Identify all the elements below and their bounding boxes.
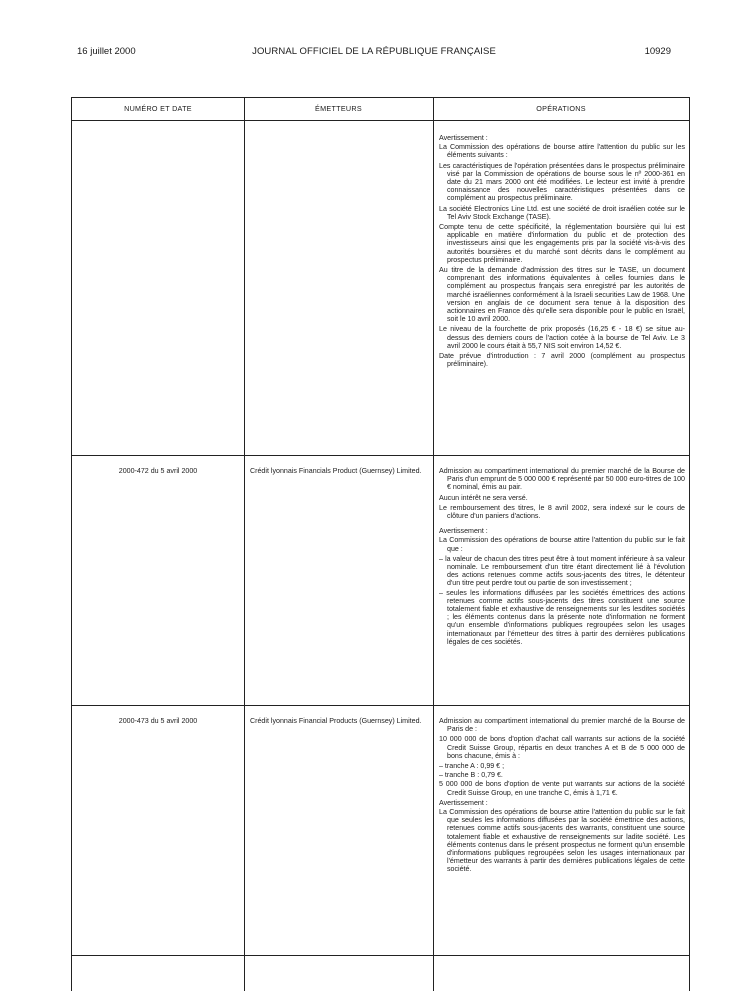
emetteur-name: Crédit lyonnais Financial Products (Guernsey) Limited. bbox=[250, 717, 422, 725]
numero-date-cell: 2000-472 du 5 avril 2000 bbox=[118, 467, 198, 475]
emetteur-name: Crédit lyonnais Financials Product (Guernsey) Limited. bbox=[250, 467, 422, 475]
warning-heading: Avertissement : bbox=[439, 527, 488, 536]
journal-title: JOURNAL OFFICIEL DE LA RÉPUBLIQUE FRANÇAISE bbox=[252, 46, 496, 57]
paragraph: 10 000 000 de bons d'option d'achat call warrants sur actions de la société Credit Suisse Group, répartis en deux tranches A et B de 5 000 000 de bons chacune, émis à : bbox=[439, 735, 685, 760]
paragraph: Date prévue d'introduction : 7 avril 2000 (complément au prospectus préliminaire). bbox=[439, 352, 685, 369]
paragraph: La Commission des opérations de bourse attire l'attention du public sur le fait que : bbox=[439, 536, 685, 553]
numero-date-cell: 2000-473 du 5 avril 2000 bbox=[118, 717, 198, 725]
paragraph: La Commission des opérations de bourse attire l'attention du public sur les éléments suivants : bbox=[439, 143, 685, 160]
operations-cell bbox=[439, 717, 685, 876]
operations-table bbox=[71, 97, 690, 991]
paragraph: Au titre de la demande d'admission des titres sur le TASE, un document comprenant des informations équivalentes à celles fournies dans le complément au prospectus français sera enregistré par les autorités de marché israéliennes conformément à la Israeli securities Law de 1968. Une version en anglais de ce document sera tenue à la disposition des actionnaires en France dès qu'elle sera disponible pour le public en Israël, soit le 10 avril 2000. bbox=[439, 266, 685, 324]
operations-cell bbox=[439, 467, 685, 647]
operations-cell bbox=[439, 134, 685, 370]
list-item: – seules les informations diffusées par les sociétés émettrices des actions retenues comme actifs sous-jacents des titres constituent une source totalement fiable et exhaustive de renseignements sur les lesdites sociétés ; les éléments contenus dans la présente note d'information ne forment qu'un ensemble d'informations publiques regroupées selon les usages internationaux par l'émetteur des titres à partir des dernières publications légales de ces sociétés. bbox=[439, 588, 685, 646]
paragraph: Aucun intérêt ne sera versé. bbox=[439, 493, 528, 502]
header-operations: OPÉRATIONS bbox=[536, 104, 586, 113]
header-date: 16 juillet 2000 bbox=[77, 46, 136, 57]
paragraph: Admission au compartiment international du premier marché de la Bourse de Paris d'un emprunt de 5 000 000 € représenté par 50 000 euro-titres de 100 € nominal, émis au pair. bbox=[439, 467, 685, 492]
header-divider bbox=[72, 120, 689, 121]
warning-heading: Avertissement : bbox=[439, 798, 488, 807]
emetteur-cell bbox=[250, 717, 430, 725]
list-item: – la valeur de chacun des titres peut être à tout moment inférieure à sa valeur nominale. Le remboursement d'un titre étant directement lié à l'évolution des actions retenues comme actifs sous-jacents des titres, le détenteur d'un titre peut perdre tout ou partie de son investissement ; bbox=[439, 554, 685, 588]
paragraph: Les caractéristiques de l'opération présentées dans le prospectus préliminaire visé par la Commission de opérations de bourse sous le nº 2000-361 en date du 21 mars 2000 ont été modifiées. Le lecteur est invité à prendre connaissance des nouvelles caractéristiques présentées dans ce complément au prospectus préliminaire. bbox=[439, 161, 685, 203]
emetteur-cell bbox=[250, 467, 430, 475]
row-divider bbox=[72, 455, 689, 456]
row-divider bbox=[72, 705, 689, 706]
paragraph: La Commission des opérations de bourse attire l'attention du public sur le fait que seules les informations diffusées par la société émettrice des actions, retenues comme actifs sous-jacents des warrants, constituent une source totalement fiable et exhaustive de renseignements sur ladite société. Les éléments contenus dans le présent prospectus ne forment qu'un ensemble d'informations publiques regroupées selon les usages internationaux par l'émetteur des warrants à partir des dernières publications légales de cette société. bbox=[439, 808, 685, 874]
list-item: – tranche A : 0,99 € ; bbox=[439, 762, 505, 771]
page-header bbox=[77, 46, 671, 60]
paragraph: La société Electronics Line Ltd. est une société de droit israélien cotée sur le Tel Aviv Stock Exchange (TASE). bbox=[439, 204, 685, 221]
paragraph: Le remboursement des titres, le 8 avril 2002, sera indexé sur le cours de clôture d'un paniers d'actions. bbox=[439, 503, 685, 521]
paragraph: Compte tenu de cette spécificité, la réglementation boursière qui lui est applicable en matière d'information du public et de protection des investisseurs ainsi que les engagements pris par la société vis-à-vis des autorités boursières et du marché sont décrits dans le complément au prospectus préliminaire. bbox=[439, 223, 685, 264]
paragraph: Admission au compartiment international du premier marché de la Bourse de Paris de : bbox=[439, 717, 685, 734]
row-divider bbox=[72, 955, 689, 956]
column-divider bbox=[244, 98, 245, 991]
list-item: – tranche B : 0,79 €. bbox=[439, 771, 503, 780]
column-divider bbox=[433, 98, 434, 991]
header-numero-date: NUMÉRO ET DATE bbox=[124, 104, 192, 113]
page-number: 10929 bbox=[644, 46, 671, 57]
warning-heading: Avertissement : bbox=[439, 134, 488, 142]
paragraph: 5 000 000 de bons d'option de vente put warrants sur actions de la société Credit Suisse Group, en une tranche C, émis à 1,71 €. bbox=[439, 780, 685, 797]
header-emetteurs: ÉMETTEURS bbox=[314, 104, 363, 113]
paragraph: Le niveau de la fourchette de prix proposés (16,25 € - 18 €) se situe au-dessus des derniers cours de l'action cotée à la bourse de Tel Aviv. Le 3 avril 2000 le cours était à 55,7 NIS soit environ 14,52 €. bbox=[439, 325, 685, 350]
